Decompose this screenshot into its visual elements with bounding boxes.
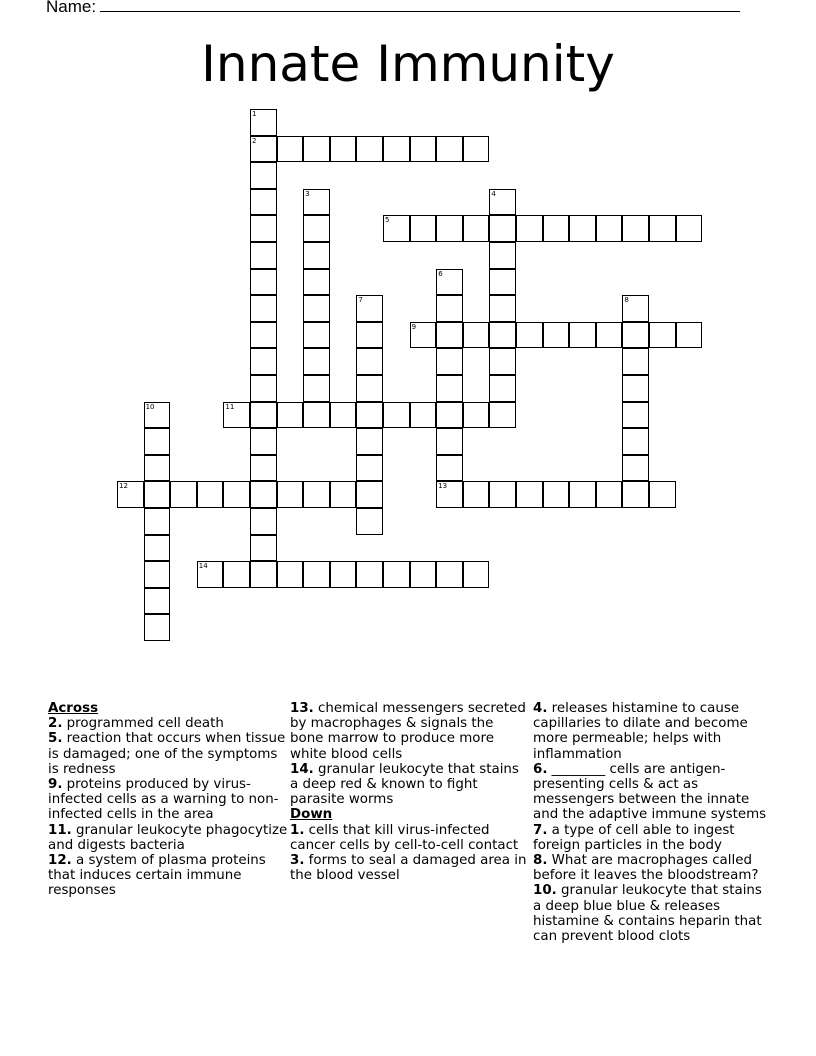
clue-across-14: [290, 762, 530, 808]
grid-cell[interactable]: [223, 481, 250, 508]
clue-number: 14.: [290, 761, 314, 777]
clue-number: 11.: [48, 822, 72, 838]
clue-text: releases histamine to cause capillaries to dilate and become more permeable; helps with inflammation: [533, 701, 748, 762]
clue-number: 12.: [48, 853, 72, 869]
grid-cell[interactable]: [277, 481, 304, 508]
grid-cell[interactable]: [463, 215, 490, 242]
grid-cell[interactable]: [489, 189, 516, 216]
grid-cell[interactable]: [277, 136, 304, 163]
grid-cell[interactable]: [383, 561, 410, 588]
grid-cell[interactable]: [489, 295, 516, 322]
grid-cell[interactable]: [250, 508, 277, 535]
clues-column-3: [533, 701, 769, 944]
grid-cell[interactable]: [144, 455, 171, 482]
grid-cell[interactable]: [250, 136, 277, 163]
grid-cell[interactable]: [463, 481, 490, 508]
grid-cell[interactable]: [303, 189, 330, 216]
grid-cell[interactable]: [410, 561, 437, 588]
grid-cell[interactable]: [622, 375, 649, 402]
grid-cell[interactable]: [622, 295, 649, 322]
grid-cell[interactable]: [250, 455, 277, 482]
grid-cell[interactable]: [303, 402, 330, 429]
grid-cell[interactable]: [649, 215, 676, 242]
grid-cell[interactable]: [516, 322, 543, 349]
grid-cell[interactable]: [277, 561, 304, 588]
name-label: Name:: [46, 0, 97, 16]
grid-cell[interactable]: [596, 215, 623, 242]
down-heading: Down: [290, 807, 333, 823]
grid-cell[interactable]: [649, 481, 676, 508]
grid-cell[interactable]: [250, 402, 277, 429]
clue-number: 3.: [290, 853, 305, 869]
clue-number: 11: [225, 402, 235, 411]
clue-text: a type of cell able to ingest foreign particles in the body: [533, 822, 735, 853]
across-heading: Across: [48, 701, 99, 716]
grid-cell[interactable]: [303, 348, 330, 375]
grid-cell[interactable]: [649, 322, 676, 349]
grid-cell[interactable]: [383, 136, 410, 163]
grid-cell[interactable]: [223, 402, 250, 429]
clue-number: 14: [198, 562, 208, 571]
grid-cell[interactable]: [410, 215, 437, 242]
grid-cell[interactable]: [250, 561, 277, 588]
grid-cell[interactable]: [303, 322, 330, 349]
grid-cell[interactable]: [622, 428, 649, 455]
grid-cell[interactable]: [144, 588, 171, 615]
grid-cell[interactable]: [463, 402, 490, 429]
grid-cell[interactable]: [250, 481, 277, 508]
grid-cell[interactable]: [250, 535, 277, 562]
clues-column-1: [48, 701, 288, 899]
grid-cell[interactable]: [144, 508, 171, 535]
grid-cell[interactable]: [144, 614, 171, 641]
grid-cell[interactable]: [330, 136, 357, 163]
clue-across-11: [48, 823, 288, 853]
grid-cell[interactable]: [356, 295, 383, 322]
grid-cell[interactable]: [197, 481, 224, 508]
grid-cell[interactable]: [436, 481, 463, 508]
grid-cell[interactable]: [436, 215, 463, 242]
grid-cell[interactable]: [463, 136, 490, 163]
grid-cell[interactable]: [250, 189, 277, 216]
grid-cell[interactable]: [250, 242, 277, 269]
clue-number: 2: [252, 136, 257, 145]
grid-cell[interactable]: [436, 269, 463, 296]
clues-column-2: [290, 701, 530, 883]
grid-cell[interactable]: [277, 402, 304, 429]
clue-number: 4: [491, 189, 496, 198]
clue-across-13: [290, 701, 530, 762]
clue-number: 1.: [290, 822, 305, 838]
grid-cell[interactable]: [489, 481, 516, 508]
grid-cell[interactable]: [356, 136, 383, 163]
clue-across-2: [48, 716, 288, 731]
clue-number: 4.: [533, 701, 548, 716]
grid-cell[interactable]: [117, 481, 144, 508]
grid-cell[interactable]: [569, 481, 596, 508]
grid-cell[interactable]: [436, 322, 463, 349]
grid-cell[interactable]: [410, 402, 437, 429]
grid-cell[interactable]: [436, 136, 463, 163]
grid-cell[interactable]: [223, 561, 250, 588]
grid-cell[interactable]: [489, 402, 516, 429]
clue-down-1: [290, 823, 530, 853]
clue-text: reaction that occurs when tissue is damaged; one of the symptoms is redness: [48, 731, 286, 777]
grid-cell[interactable]: [436, 561, 463, 588]
grid-cell[interactable]: [303, 561, 330, 588]
clue-number: 5: [385, 216, 390, 225]
grid-cell[interactable]: [250, 322, 277, 349]
grid-cell[interactable]: [250, 215, 277, 242]
grid-cell[interactable]: [356, 348, 383, 375]
grid-cell[interactable]: [303, 215, 330, 242]
clue-number: 9: [411, 322, 417, 331]
grid-cell[interactable]: [489, 242, 516, 269]
grid-cell[interactable]: [489, 375, 516, 402]
clue-across-9: [48, 777, 288, 823]
clue-text: programmed cell death: [62, 716, 224, 732]
grid-cell[interactable]: [410, 136, 437, 163]
grid-cell[interactable]: [436, 375, 463, 402]
grid-cell[interactable]: [489, 215, 516, 242]
clue-number: 10.: [533, 883, 557, 899]
grid-cell[interactable]: [622, 481, 649, 508]
grid-cell[interactable]: [356, 508, 383, 535]
grid-cell[interactable]: [436, 295, 463, 322]
grid-cell[interactable]: [356, 322, 383, 349]
clue-text: a system of plasma proteins that induces certain immune responses: [48, 853, 266, 899]
grid-cell[interactable]: [356, 402, 383, 429]
clue-down-6: [533, 762, 769, 823]
grid-cell[interactable]: [303, 242, 330, 269]
clue-number: 7: [358, 296, 363, 305]
grid-cell[interactable]: [463, 322, 490, 349]
clue-number: 10: [145, 402, 155, 411]
grid-cell[interactable]: [250, 295, 277, 322]
grid-cell[interactable]: [197, 561, 224, 588]
clue-number: 6.: [533, 761, 548, 777]
clue-across-12: [48, 853, 288, 899]
grid-cell[interactable]: [569, 322, 596, 349]
grid-cell[interactable]: [144, 481, 171, 508]
grid-cell[interactable]: [543, 215, 570, 242]
grid-cell[interactable]: [144, 402, 171, 429]
grid-cell[interactable]: [543, 481, 570, 508]
grid-cell[interactable]: [170, 481, 197, 508]
grid-cell[interactable]: [489, 322, 516, 349]
grid-cell[interactable]: [144, 428, 171, 455]
grid-cell[interactable]: [356, 481, 383, 508]
clue-number: 3: [305, 189, 310, 198]
clue-number: 8.: [533, 853, 548, 869]
page-title: Innate Immunity: [201, 35, 615, 93]
grid-cell[interactable]: [676, 215, 703, 242]
grid-cell[interactable]: [622, 322, 649, 349]
grid-cell[interactable]: [303, 481, 330, 508]
grid-cell[interactable]: [383, 215, 410, 242]
clue-number: 7.: [533, 822, 548, 838]
clue-down-7: [533, 823, 769, 853]
clue-number: 6: [438, 269, 443, 278]
grid-cell[interactable]: [622, 215, 649, 242]
clue-number: 1: [252, 110, 257, 118]
grid-cell[interactable]: [383, 402, 410, 429]
grid-cell[interactable]: [356, 375, 383, 402]
clue-across-5: [48, 731, 288, 777]
grid-cell[interactable]: [356, 561, 383, 588]
grid-cell[interactable]: [676, 322, 703, 349]
grid-cell[interactable]: [516, 215, 543, 242]
grid-cell[interactable]: [596, 322, 623, 349]
clue-number: 5.: [48, 731, 63, 747]
grid-cell[interactable]: [463, 561, 490, 588]
grid-cell[interactable]: [622, 455, 649, 482]
grid-cell[interactable]: [489, 348, 516, 375]
clue-down-10: [533, 883, 769, 944]
grid-cell[interactable]: [144, 561, 171, 588]
clue-text: What are macrophages called before it leaves the bloodstream?: [533, 853, 759, 884]
clue-number: 2.: [48, 716, 63, 732]
grid-cell[interactable]: [622, 348, 649, 375]
grid-cell[interactable]: [330, 402, 357, 429]
clue-text: granular leukocyte that stains a deep red & known to fight parasite worms: [290, 761, 519, 808]
clue-number: 13: [438, 482, 448, 491]
grid-cell[interactable]: [303, 136, 330, 163]
grid-cell[interactable]: [303, 295, 330, 322]
grid-cell[interactable]: [436, 455, 463, 482]
grid-cell[interactable]: [330, 481, 357, 508]
grid-cell[interactable]: [516, 481, 543, 508]
grid-cell[interactable]: [250, 109, 277, 136]
clue-down-3: [290, 853, 530, 883]
grid-cell[interactable]: [250, 162, 277, 189]
grid-cell[interactable]: [436, 402, 463, 429]
clue-text: granular leukocyte that stains a deep blue blue & releases histamine & contains heparin that can prevent blood clots: [533, 883, 762, 945]
grid-cell[interactable]: [489, 269, 516, 296]
grid-cell[interactable]: [330, 561, 357, 588]
clue-number: 12: [119, 482, 128, 491]
clue-text: chemical messengers secreted by macrophages & signals the bone marrow to produce more white blood cells: [290, 701, 526, 762]
grid-cell[interactable]: [436, 348, 463, 375]
grid-cell[interactable]: [543, 322, 570, 349]
grid-cell[interactable]: [436, 428, 463, 455]
grid-cell[interactable]: [622, 402, 649, 429]
grid-cell[interactable]: [410, 322, 437, 349]
grid-cell[interactable]: [596, 481, 623, 508]
clue-number: 9.: [48, 777, 63, 793]
clue-down-8: [533, 853, 769, 883]
clue-number: 13.: [290, 701, 314, 716]
grid-cell[interactable]: [303, 375, 330, 402]
clue-down-4: [533, 701, 769, 762]
grid-cell[interactable]: [144, 535, 171, 562]
clue-text: ________ cells are antigen-presenting cells & act as messengers between the innate and the adaptive immune systems: [533, 761, 767, 823]
clue-text: proteins produced by virus-infected cells as a warning to non-infected cells in the area: [48, 777, 279, 823]
grid-cell[interactable]: [250, 375, 277, 402]
grid-cell[interactable]: [356, 428, 383, 455]
clue-text: cells that kill virus-infected cancer cells by cell-to-cell contact: [290, 822, 519, 853]
grid-cell[interactable]: [250, 269, 277, 296]
clue-number: 8: [624, 296, 629, 305]
grid-cell[interactable]: [303, 269, 330, 296]
grid-cell[interactable]: [250, 348, 277, 375]
grid-cell[interactable]: [250, 428, 277, 455]
clue-text: granular leukocyte phagocytize and digests bacteria: [48, 822, 288, 853]
grid-cell[interactable]: [569, 215, 596, 242]
clue-text: forms to seal a damaged area in the blood vessel: [290, 853, 527, 884]
grid-cell[interactable]: [356, 455, 383, 482]
